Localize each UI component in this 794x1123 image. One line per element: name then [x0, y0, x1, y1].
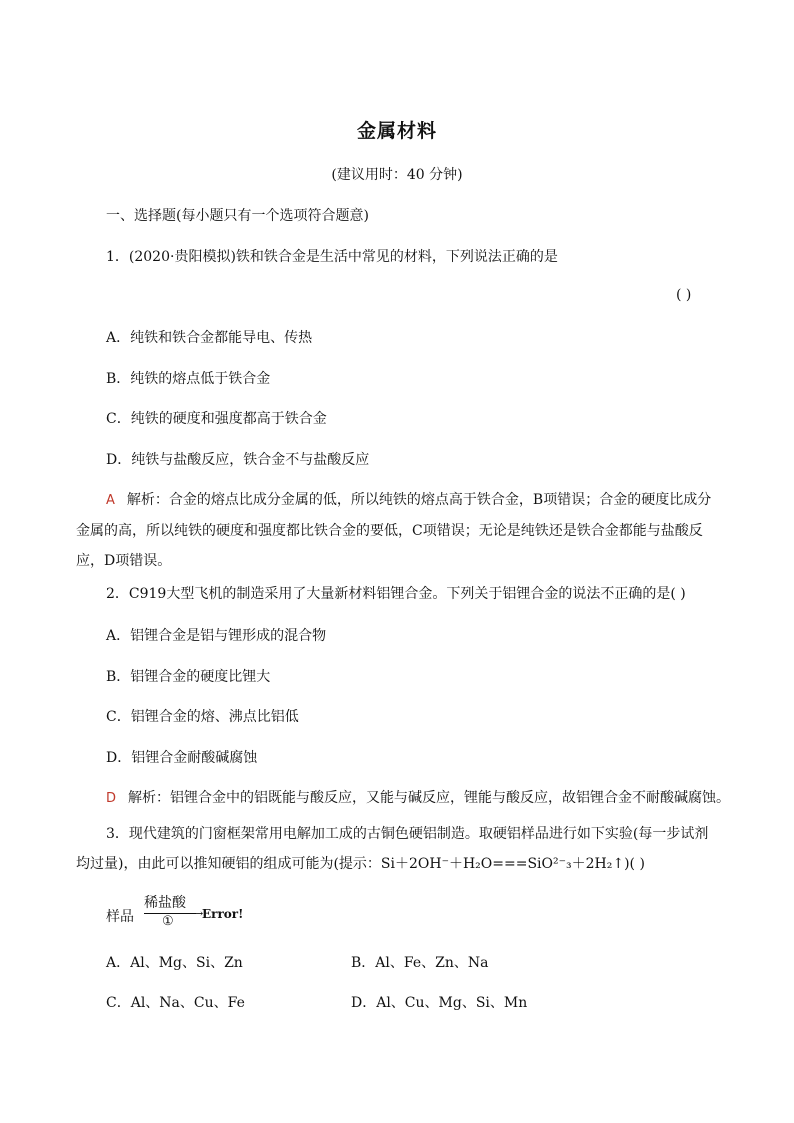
q2-analysis [106, 788, 730, 809]
q3-stem: 3．现代建筑的门窗框架常用电解加工成的古铜色硬铝制造。取硬铝样品进行如下实验(每一步试剂均过量)，由此可以推知硬铝的组成可能为(提示：Si＋2OH⁻＋H₂O===SiO²⁻₃＋2H₂↑)( ) [76, 826, 709, 872]
q1-analysis-text: 解析：合金的熔点比成分金属的低，所以纯铁的熔点高于铁合金，B项错误；合金的硬度比成分金属的高，所以纯铁的硬度和强度都比铁合金的要低，C项错误；无论是纯铁还是铁合金都能与盐酸反应，D项错误。 [76, 492, 712, 569]
q2-stem: 2．C919大型飞机的制造采用了大量新材料铝锂合金。下列关于铝锂合金的说法不正确的是( ) [106, 586, 686, 602]
q1-option-b: B．纯铁的熔点低于铁合金 [106, 371, 271, 387]
q3-option-a: A．Al、Mg、Si、Zn [106, 955, 243, 971]
q1-option-c: C．纯铁的硬度和强度都高于铁合金 [106, 411, 327, 427]
q2-option-b: B．铝锂合金的硬度比锂大 [106, 669, 271, 685]
q2-analysis-text: 解析：铝锂合金中的铝既能与酸反应，又能与碱反应，锂能与酸反应，故铝锂合金不耐酸碱腐蚀。 [128, 790, 731, 806]
q1-answer-bracket: ( ) [676, 287, 692, 303]
q2-option-c: C．铝锂合金的熔、沸点比铝低 [106, 709, 299, 725]
section-heading: 一、选择题(每小题只有一个选项符合题意) [106, 208, 369, 224]
q3-option-d: D．Al、Cu、Mg、Si、Mn [351, 995, 528, 1011]
flow-step-label: ① [162, 914, 174, 929]
page-subtitle: (建议用时：40 分钟) [331, 167, 463, 183]
q2-option-d: D．铝锂合金耐酸碱腐蚀 [106, 750, 258, 766]
q3-option-b: B．Al、Fe、Zn、Na [351, 955, 489, 971]
flow-arrow-icon: → [194, 907, 204, 920]
q1-answer-letter: A [106, 493, 115, 508]
q1-stem: 1．(2020·贵阳模拟)铁和铁合金是生活中常见的材料，下列说法正确的是 [106, 249, 558, 265]
q2-answer-letter: D [106, 791, 117, 806]
q1-option-d: D．纯铁与盐酸反应，铁合金不与盐酸反应 [106, 452, 370, 468]
q1-analysis [76, 485, 720, 576]
q3-option-c: C．Al、Na、Cu、Fe [106, 995, 245, 1011]
q2-option-a: A．铝锂合金是铝与锂形成的混合物 [106, 628, 327, 644]
q3-flow-diagram [106, 892, 266, 932]
page-title: 金属材料 [356, 120, 437, 142]
flow-result-label: Error! [202, 907, 244, 921]
q1-option-a: A．纯铁和铁合金都能导电、传热 [106, 330, 313, 346]
flow-sample-label: 样品 [106, 909, 134, 925]
flow-reagent-label: 稀盐酸 [144, 895, 186, 911]
